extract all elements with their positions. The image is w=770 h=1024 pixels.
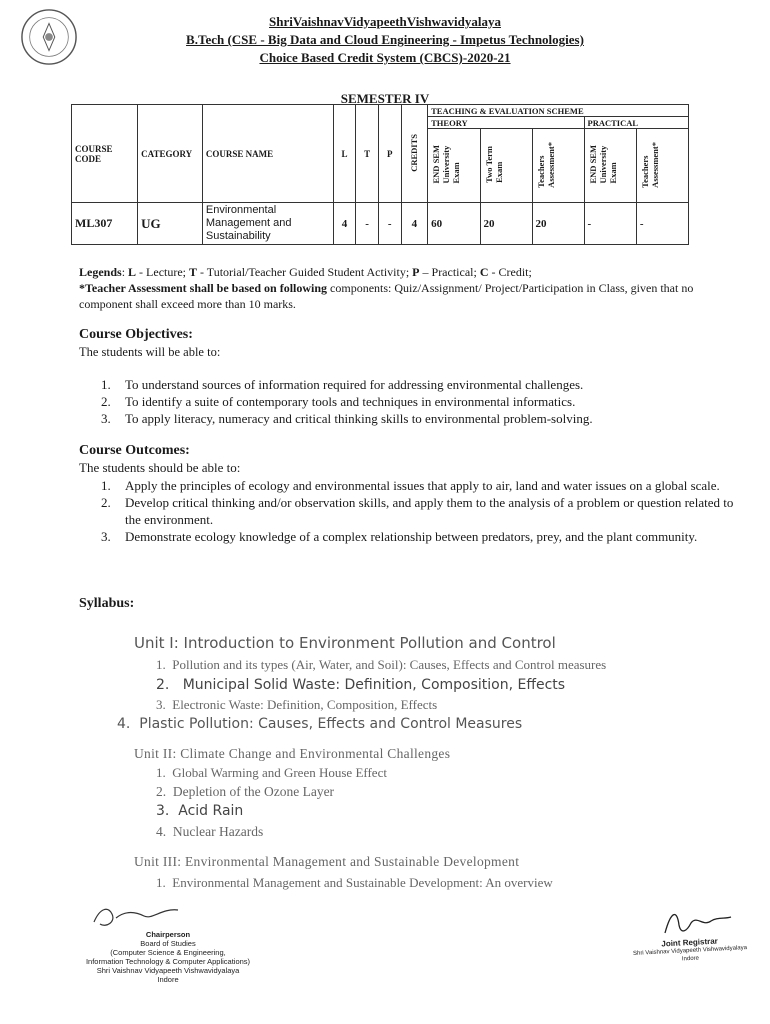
list-item: [79, 393, 749, 410]
registrar-signature: [655, 905, 735, 940]
legend-p-text: – Practical;: [419, 265, 480, 279]
unit1-item-1: [156, 657, 606, 673]
item-text: To understand sources of information required for addressing environmental challenges.: [125, 377, 584, 392]
legend-t-text: - Tutorial/Teacher Guided Student Activity;: [197, 265, 413, 279]
item-number: 1.: [156, 765, 166, 780]
header-course-name: COURSE NAME: [202, 105, 333, 203]
objectives-intro: The students will be able to:: [79, 345, 221, 359]
cell-credits: 4: [401, 203, 428, 245]
list-item: [79, 494, 739, 528]
header-credits-cell: [401, 105, 428, 203]
header-credits: CREDITS: [409, 133, 420, 172]
item-text: Acid Rain: [178, 803, 244, 819]
item-text: Apply the principles of ecology and environmental issues that apply to air, land and water issues on a global scale.: [125, 478, 720, 493]
cell-teachers-theory: 20: [532, 203, 584, 245]
item-text: To apply literacy, numeracy and critical thinking skills to environmental problem-solving.: [125, 411, 593, 426]
unit3-title: Unit III: Environmental Management and Sustainable Development: [134, 854, 520, 869]
header-t: T: [356, 105, 379, 203]
item-text: Global Warming and Green House Effect: [172, 765, 387, 780]
unit2-item-1: [156, 765, 387, 781]
board-university: Shri Vaishnav Vidyapeeth Vishwavidyalaya: [96, 966, 240, 975]
header-two-term-cell: [480, 129, 532, 203]
item-text: Demonstrate ecology knowledge of a complex relationship between predators, prey, and the plant community.: [125, 529, 698, 544]
legend-t-key: T: [189, 265, 198, 279]
header-two-term: Two Term Exam: [483, 146, 504, 183]
cell-teachers-practical: -: [636, 203, 688, 245]
header-teachers-theory: Teachers Assessment*: [535, 141, 556, 188]
unit2-item-3: [156, 803, 243, 819]
legend: Legends: L - Lecture; T - Tutorial/Teacher Guided Student Activity; P – Practical; C - Credit; *Teacher Assessment shall be based on following components: Quiz/Assignment/ Project/Participation in Class, given that no component shall exceed more than 10 marks.: [79, 265, 694, 311]
legend-c-key: C: [479, 265, 489, 279]
legend-c-text: - Credit;: [488, 265, 532, 279]
unit1-item-2: [156, 677, 565, 693]
header-course-code: COURSE CODE: [72, 105, 138, 203]
header-teachers-practical-cell: [636, 129, 688, 203]
unit2-item-4: [156, 824, 263, 840]
item-number: 2.: [101, 394, 111, 409]
item-text: Develop critical thinking and/or observation skills, and apply them to the analysis of a problem or question related to the environment.: [125, 495, 734, 527]
item-text: Electronic Waste: Definition, Composition, Effects: [172, 697, 438, 712]
unit1-item-3: [156, 697, 437, 713]
item-number: 2.: [156, 784, 167, 799]
cell-end-sem-theory: 60: [428, 203, 480, 245]
unit2-title: Unit II: Climate Change and Environmental Challenges: [134, 746, 451, 761]
board-dept: (Computer Science & Engineering,: [110, 948, 226, 957]
legend-l-key: L: [128, 265, 137, 279]
header-teachers-practical: Teachers Assessment*: [639, 141, 660, 188]
objectives-title: Course Objectives:: [79, 327, 193, 342]
list-item: [79, 477, 739, 494]
header-practical: PRACTICAL: [584, 117, 688, 129]
cell-l: 4: [333, 203, 356, 245]
cell-end-sem-practical: -: [584, 203, 636, 245]
table-row: [72, 203, 689, 245]
cell-code: ML307: [72, 203, 138, 245]
header-end-sem-practical: END SEM University Exam: [587, 145, 618, 184]
item-text: Pollution and its types (Air, Water, and Soil): Causes, Effects and Control measures: [172, 657, 607, 672]
item-number: 4.: [117, 716, 131, 732]
outcomes-intro: The students should be able to:: [79, 460, 241, 475]
header-theory: THEORY: [428, 117, 584, 129]
legend-note-bold: *Teacher Assessment shall be based on following: [79, 281, 328, 295]
item-number: 1.: [156, 875, 166, 890]
item-number: 1.: [156, 657, 166, 672]
item-number: 2.: [156, 677, 170, 693]
outcomes-list: [79, 477, 739, 545]
list-item: [79, 376, 749, 393]
unit3-item-1: [156, 875, 553, 891]
registrar-city: Indore: [681, 955, 700, 963]
registrar-university: Shri Vaishnav Vidyapeeth Vishwavidyalaya: [632, 945, 748, 957]
legend-note-text: components: Quiz/Assignment/ Project/Participation in Class, given that no component shall exceed more than 10 marks.: [79, 281, 694, 311]
item-text: Environmental Management and Sustainable Development: An overview: [172, 875, 553, 890]
header-p: P: [378, 105, 401, 203]
header-l: L: [333, 105, 356, 203]
board-of-studies: Board of Studies: [140, 939, 196, 948]
list-item: [79, 410, 749, 427]
cell-t: -: [356, 203, 379, 245]
header-category: CATEGORY: [138, 105, 203, 203]
objectives-list: [79, 376, 749, 427]
credit-system: Choice Based Credit System (CBCS)-2020-21: [259, 50, 511, 65]
item-text: Nuclear Hazards: [172, 824, 264, 839]
program-title: B.Tech (CSE - Big Data and Cloud Engineering - Impetus Technologies): [186, 32, 584, 47]
item-number: 1.: [101, 377, 111, 392]
registrar-title: Joint Registrar: [661, 936, 719, 949]
chairperson-block: [68, 930, 268, 984]
chairperson-title: Chairperson: [145, 930, 191, 939]
item-number: 3.: [156, 697, 166, 712]
item-number: 3.: [156, 803, 170, 819]
registrar-block: [629, 935, 750, 966]
scheme-table: [71, 104, 689, 245]
item-number: 3.: [101, 411, 111, 426]
header-teaching-scheme: TEACHING & EVALUATION SCHEME: [428, 105, 689, 117]
unit2-item-2: [156, 784, 334, 800]
unit1-item-4: [117, 716, 522, 732]
outcomes-title: Course Outcomes:: [79, 443, 190, 458]
item-text: To identify a suite of contemporary tools and techniques in environmental informatics.: [125, 394, 576, 409]
board-city: Indore: [157, 975, 179, 984]
header-end-sem-practical-cell: [584, 129, 636, 203]
board-dept-2: Information Technology & Computer Applications): [85, 957, 251, 966]
item-text: Municipal Solid Waste: Definition, Composition, Effects: [182, 677, 566, 693]
item-number: 3.: [101, 529, 111, 544]
item-text: Plastic Pollution: Causes, Effects and Control Measures: [139, 716, 523, 732]
cell-category: UG: [138, 203, 203, 245]
legend-l-text: - Lecture;: [136, 265, 190, 279]
item-number: 4.: [156, 824, 167, 839]
legend-p-key: P: [412, 265, 420, 279]
semester-title: SEMESTER IV: [340, 91, 430, 106]
header-end-sem-theory: END SEM University Exam: [431, 145, 462, 184]
item-number: 2.: [101, 495, 111, 510]
header-end-sem-theory-cell: [428, 129, 480, 203]
legend-label: Legends: [79, 265, 122, 279]
unit1-title: Unit I: Introduction to Environment Pollution and Control: [134, 634, 556, 652]
syllabus-title: Syllabus:: [79, 596, 135, 611]
cell-p: -: [378, 203, 401, 245]
university-name: ShriVaishnavVidyapeethVishwavidyalaya: [269, 14, 501, 29]
item-number: 1.: [101, 478, 111, 493]
header-teachers-theory-cell: [532, 129, 584, 203]
cell-two-term: 20: [480, 203, 532, 245]
cell-course-name: Environmental Management and Sustainability: [202, 203, 333, 245]
item-text: Depletion of the Ozone Layer: [172, 784, 335, 799]
chairperson-signature: [86, 900, 186, 932]
list-item: [79, 528, 739, 545]
